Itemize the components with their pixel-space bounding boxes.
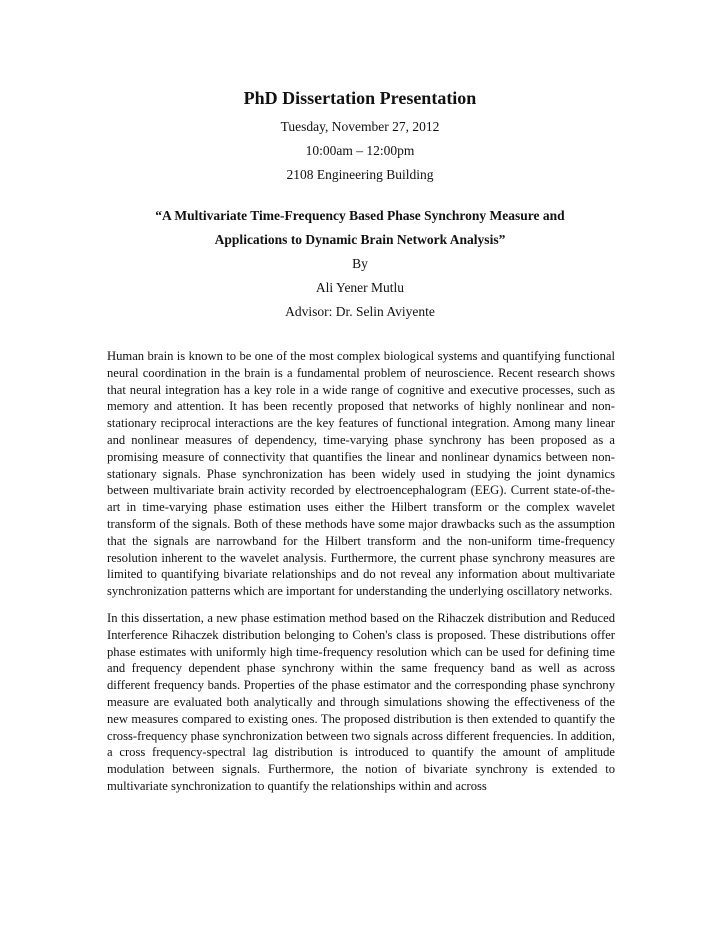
dissertation-info <box>0 204 720 324</box>
abstract-body <box>107 348 615 805</box>
event-date: Tuesday, November 27, 2012 <box>280 119 440 134</box>
dissertation-title-line-2: Applications to Dynamic Brain Network Analysis” <box>214 232 506 247</box>
by-label: By <box>352 256 368 271</box>
page-title: PhD Dissertation Presentation <box>243 88 477 108</box>
abstract-paragraph-1: Human brain is known to be one of the most complex biological systems and quantifying functional neural coordination in the brain is a fundamental problem of neuroscience. Recent research shows that neural integration has a key role in a wide range of cognitive and executive processes, such as memory and attention. It has been recently proposed that networks of highly nonlinear and non-stationary reciprocal interactions are the key features of functional integration. Among many linear and nonlinear measures of dependency, time-varying phase synchrony has been proposed as a promising measure of connectivity that quantifies the linear and nonlinear dynamics between non-stationary signals. Phase synchronization has been widely used in studying the joint dynamics between multivariate brain activity recorded by electroencephalogram (EEG). Current state-of-the-art in time-varying phase estimation uses either the Hilbert transform or the complex wavelet transform of the signals. Both of these methods have some major drawbacks such as the assumption that the signals are narrowband for the Hilbert transform and the non-uniform time-frequency resolution inherent to the wavelet analysis. Furthermore, the current phase synchrony measures are limited to quantifying bivariate relationships and do not reveal any information about multivariate synchronization patterns which are important for understanding the underlying oscillatory networks. <box>107 349 615 599</box>
dissertation-title-line-1: “A Multivariate Time-Frequency Based Phase Synchrony Measure and <box>155 208 565 223</box>
advisor-line: Advisor: Dr. Selin Aviyente <box>285 304 435 319</box>
event-header <box>0 86 720 187</box>
event-time: 10:00am – 12:00pm <box>305 143 415 158</box>
author-name: Ali Yener Mutlu <box>315 280 405 295</box>
abstract-paragraph-2: In this dissertation, a new phase estimation method based on the Rihaczek distribution and Reduced Interference Rihaczek distribution belonging to Cohen's class is proposed. These distributions offer phase estimates with uniformly high time-frequency resolution which can be used for defining time and frequency dependent phase synchrony within the same frequency band as well as across different frequency bands. Properties of the phase estimator and the corresponding phase synchrony measure are evaluated both analytically and through simulations showing the effectiveness of the new measures compared to existing ones. The proposed distribution is then extended to quantify the cross-frequency phase synchronization between two signals across different frequencies. In addition, a cross frequency-spectral lag distribution is introduced to quantify the amount of amplitude modulation between signals. Furthermore, the notion of bivariate synchrony is extended to multivariate synchronization to quantify the relationships within and across <box>107 610 615 793</box>
event-location: 2108 Engineering Building <box>286 167 434 182</box>
